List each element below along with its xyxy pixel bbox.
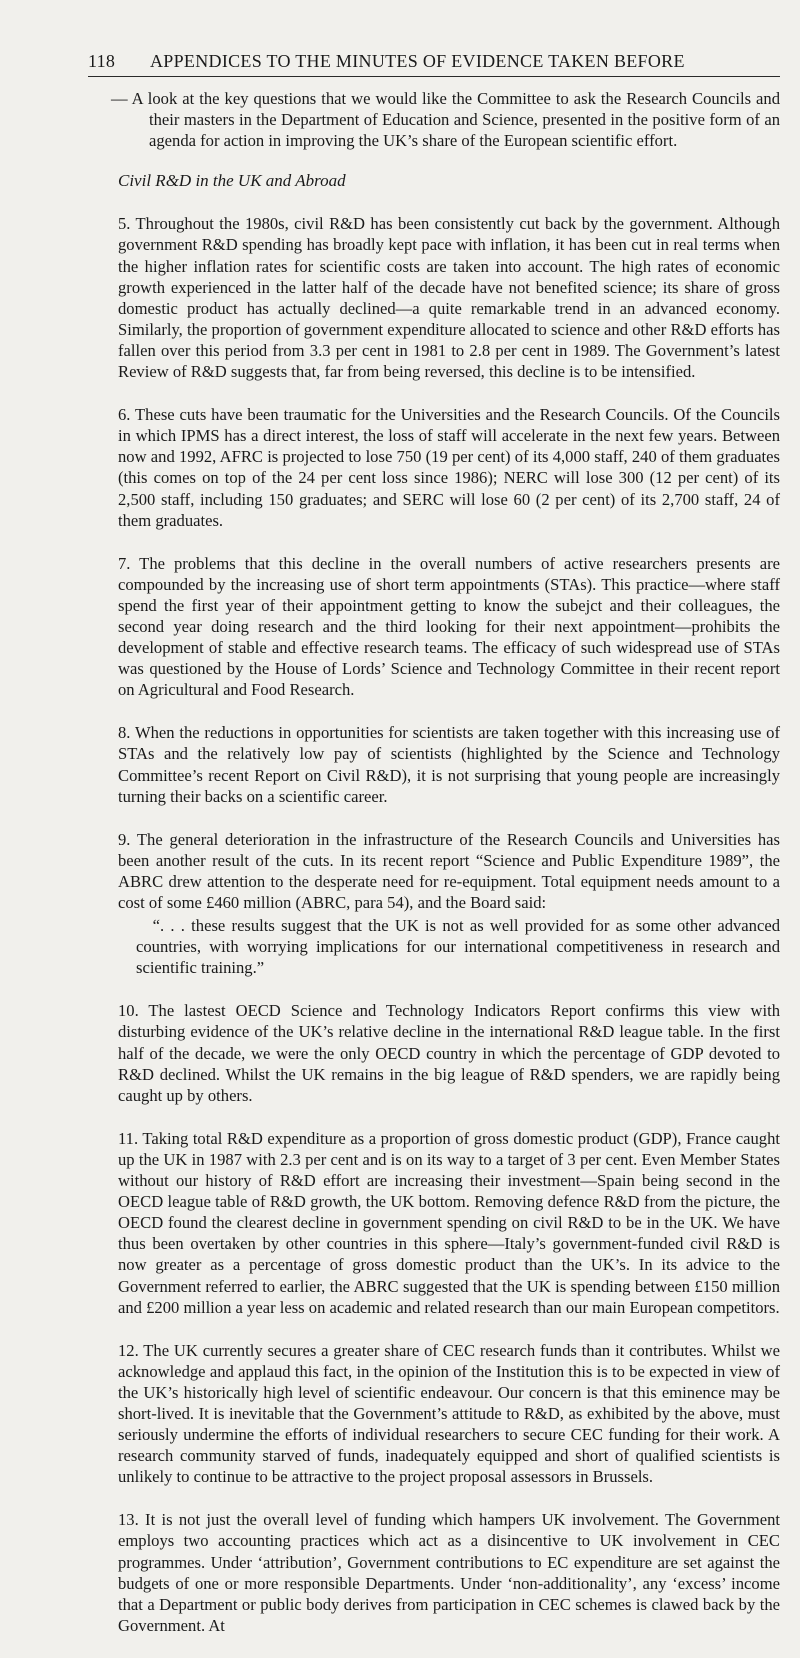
- intro-item: — A look at the key questions that we would like the Committee to ask the Research Councils and their masters in the Department of Education and Science, presented in the positive form of an agenda for action in improving the UK’s share of the European scientific effort.: [111, 89, 780, 151]
- paragraph-11: 11. Taking total R&D expenditure as a proportion of gross domestic product (GDP), France caught up the UK in 1987 with 2.3 per cent and is on its way to a target of 3 per cent. Even Member States without our history of R&D effort are increasing their investment—Spain being second in the OECD league table of R&D growth, the UK bottom. Removing defence R&D from the picture, the OECD found the clearest decline in government spending on civil R&D to be in the UK. We have thus been overtaken by other countries in this sphere—Italy’s government-funded civil R&D is now greater as a percentage of gross domestic product than the UK’s. In its advice to the Government referred to earlier, the ABRC suggested that the UK is spending between £150 million and £200 million a year less on academic and related research than our main European competitors.: [118, 1128, 780, 1317]
- running-header: [88, 50, 778, 72]
- page-number: 118: [88, 51, 116, 71]
- paragraph-13: 13. It is not just the overall level of funding which hampers UK involvement. The Government employs two accounting practices which act as a disincentive to UK involvement in CEC programmes. Under ‘attribution’, Government contributions to EC expenditure are set against the budgets of one or more responsible Departments. Under ‘non-additionality’, any ‘excess’ income that a Department or public body derives from participation in CEC schemes is clawed back by the Government. At: [118, 1510, 780, 1635]
- paragraph-10: 10. The lastest OECD Science and Technology Indicators Report confirms this view with disturbing evidence of the UK’s relative decline in the international R&D league table. In the first half of the decade, we were the only OECD country in which the percentage of GDP devoted to R&D declined. Whilst the UK remains in the big league of R&D spenders, we are rapidly being caught up by others.: [118, 1001, 780, 1105]
- header-rule: [88, 76, 780, 77]
- section-heading: Civil R&D in the UK and Abroad: [118, 171, 346, 191]
- paragraph-12: 12. The UK currently secures a greater share of CEC research funds than it contributes. Whilst we acknowledge and applaud this fact, in the opinion of the Institution this is to be expected in view of the UK’s historically high level of scientific endeavour. Our concern is that this eminence may be short-lived. It is inevitable that the Government’s attitude to R&D, as exhibited by the above, must seriously undermine the efforts of individual researchers to secure CEC funding for their work. A research community starved of funds, inadequately equipped and short of qualified scientists is unlikely to continue to be attractive to the project proposal assessors in Brussels.: [118, 1340, 780, 1487]
- paragraph-8: 8. When the reductions in opportunities for scientists are taken together with this increasing use of STAs and the relatively low pay of scientists (highlighted by the Science and Technology Committee’s recent Report on Civil R&D), it is not surprising that young people are increasingly turning their backs on a scientific career.: [118, 723, 780, 806]
- running-title: APPENDICES TO THE MINUTES OF EVIDENCE TAKEN BEFORE: [150, 51, 685, 71]
- paragraph-9-quote: “. . . these results suggest that the UK is not as well provided for as some other advanced countries, with worrying implications for our international competitiveness in research and scientific training.”: [136, 916, 780, 978]
- paragraph-6: 6. These cuts have been traumatic for the Universities and the Research Councils. Of the Councils in which IPMS has a direct interest, the loss of staff will accelerate in the next few years. Between now and 1992, AFRC is projected to lose 750 (19 per cent) of its 4,000 staff, 240 of them graduates (this comes on top of the 24 per cent loss since 1986); NERC will lose 300 (12 per cent) of its 2,500 staff, including 150 graduates; and SERC will lose 60 (2 per cent) of its 2,700 staff, 24 of them graduates.: [118, 405, 780, 530]
- paragraph-5: 5. Throughout the 1980s, civil R&D has been consistently cut back by the government. Although government R&D spending has broadly kept pace with inflation, it has been cut in real terms when the higher inflation rates for scientific costs are taken into account. The high rates of economic growth experienced in the latter half of the decade have not benefited science; its share of gross domestic product has actually declined—a quite remarkable trend in an advanced economy. Similarly, the proportion of government expenditure allocated to science and other R&D efforts has fallen over this period from 3.3 per cent in 1981 to 2.8 per cent in 1989. The Government’s latest Review of R&D suggests that, far from being reversed, this decline is to be intensified.: [118, 214, 780, 382]
- paragraph-9: 9. The general deterioration in the infrastructure of the Research Councils and Universities has been another result of the cuts. In its recent report “Science and Public Expenditure 1989”, the ABRC drew attention to the desperate need for re-equipment. Total equipment needs amount to a cost of some £460 million (ABRC, para 54), and the Board said:: [118, 829, 780, 912]
- paragraph-7: 7. The problems that this decline in the overall numbers of active researchers presents are compounded by the increasing use of short term appointments (STAs). This practice—where staff spend the first year of their appointment getting to know the subejct and their colleagues, the second year doing research and the third looking for their next appointment—prohibits the development of stable and effective research teams. The efficacy of such widespread use of STAs was questioned by the House of Lords’ Science and Technology Committee in their recent report on Agricultural and Food Research.: [118, 553, 780, 700]
- page-body: [111, 88, 780, 1658]
